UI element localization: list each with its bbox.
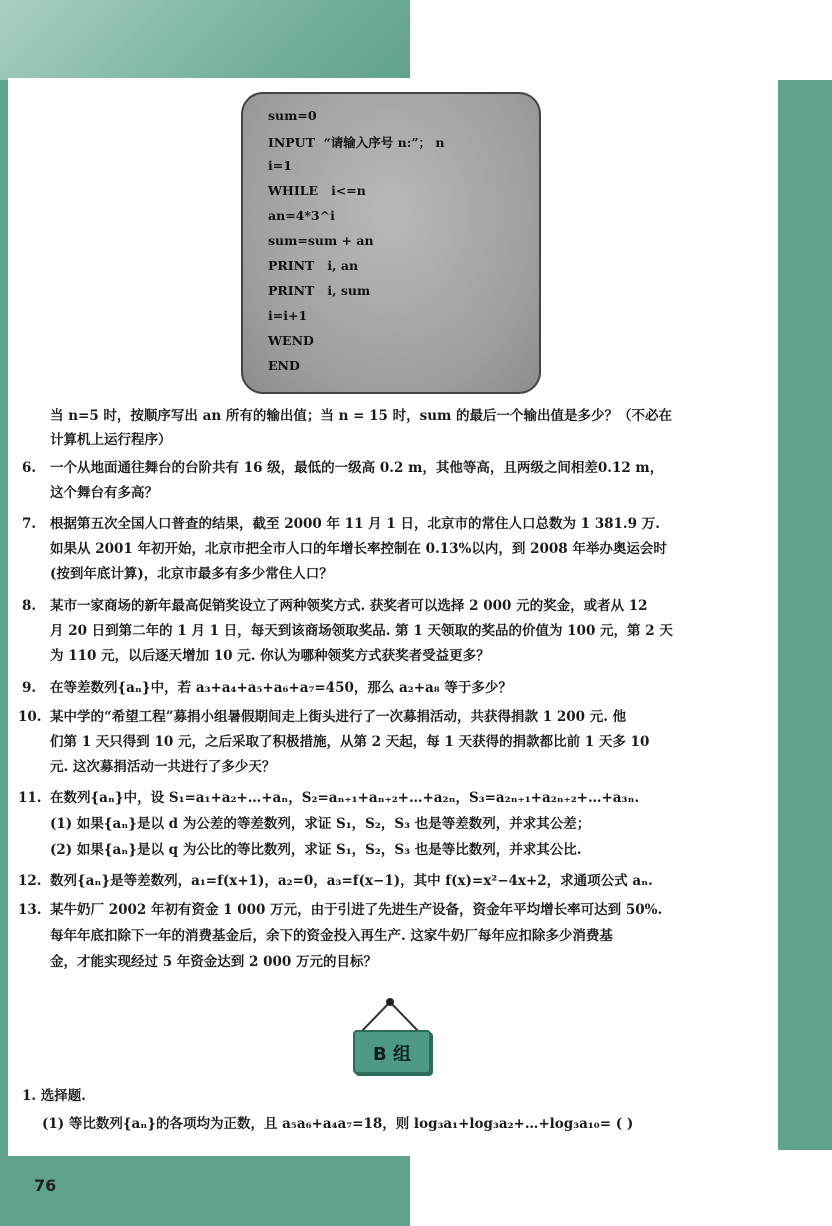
intro-line: 计算机上运行程序） — [50, 432, 172, 448]
problem-text: 每年年底扣除下一年的消费基金后，余下的资金投入再生产. 这家牛奶厂每年应扣除多少消费基 — [50, 928, 613, 944]
problem-text: 根据第五次全国人口普查的结果，截至 2000 年 11 月 1 日，北京市的常住人口总数为 1 381.9 万. — [50, 516, 660, 532]
problem-text: 如果从 2001 年初开始，北京市把全市人口的年增长率控制在 0.13%以内，到 2008 年举办奥运会时 — [50, 541, 667, 557]
code-line: END — [268, 358, 300, 373]
corner-decoration-bottom-right — [410, 1150, 832, 1226]
problem-text: 一个从地面通往舞台的台阶共有 16 级，最低的一级高 0.2 m，其他等高，且两级之间相差0.12 m， — [50, 460, 664, 476]
problem-number: 10. — [18, 709, 42, 725]
problem-text: 数列{aₙ}是等差数列，a₁=f(x+1)，a₂=0，a₃=f(x−1)，其中 f(x)=x²−4x+2，求通项公式 aₙ. — [50, 873, 653, 889]
corner-decoration-top-right — [410, 0, 832, 80]
problem-text: (2) 如果{aₙ}是以 q 为公比的等比数列，求证 S₁，S₂，S₃ 也是等比数列，并求其公比. — [50, 842, 582, 858]
code-line: WHILE i<=n — [268, 183, 366, 198]
problem-text: 们第 1 天只得到 10 元，之后采取了积极措施，从第 2 天起，每 1 天获得的捐款都比前 1 天多 10 — [50, 734, 650, 750]
problem-number: 11. — [18, 790, 42, 806]
group-b-sign — [345, 996, 435, 1084]
problem-text: (1) 如果{aₙ}是以 d 为公差的等差数列，求证 S₁，S₂，S₃ 也是等差数列，并求其公差； — [50, 816, 591, 832]
problem-text: 元. 这次募捐活动一共进行了多少天？ — [50, 759, 276, 775]
page-number: 76 — [34, 1176, 57, 1195]
code-line: sum=0 — [268, 108, 317, 123]
problem-number: 12. — [18, 873, 42, 889]
code-line: PRINT i, sum — [268, 283, 371, 298]
code-line: WEND — [268, 333, 314, 348]
problem-text: 在等差数列{aₙ}中，若 a₃+a₄+a₅+a₆+a₇=450，那么 a₂+a₈ 等于多少？ — [50, 680, 512, 696]
group-label: B 组 — [373, 1044, 411, 1065]
corner-decoration-top-left — [0, 0, 410, 80]
problem-text: 某牛奶厂 2002 年初有资金 1 000 万元，由于引进了先进生产设备，资金年平均增长率可达到 50%. — [50, 902, 663, 918]
code-line: i=i+1 — [268, 308, 308, 323]
problem-text: 月 20 日到第二年的 1 月 1 日，每天到该商场领取奖品. 第 1 天领取的奖品的价值为 100 元，第 2 天 — [50, 623, 673, 639]
problem-text: 某中学的“希望工程”募捐小组暑假期间走上街头进行了一次募捐活动，共获得捐款 1 200 元. 他 — [50, 709, 627, 725]
problem-text: 这个舞台有多高？ — [50, 485, 158, 501]
problem-text: 某市一家商场的新年最高促销奖设立了两种领奖方式. 获奖者可以选择 2 000 元的奖金，或者从 12 — [50, 598, 648, 614]
corner-decoration-bottom-left — [0, 1150, 410, 1226]
problem-text: 为 110 元，以后逐天增加 10 元. 你认为哪种领奖方式获奖者受益更多？ — [50, 648, 490, 664]
problem-number: 9. — [22, 680, 37, 696]
group-b-question-title: 1. 选择题. — [22, 1088, 86, 1104]
problem-number: 8. — [22, 598, 37, 614]
code-line: an=4*3^i — [268, 208, 335, 223]
problem-number: 7. — [22, 516, 37, 532]
code-line: sum=sum + an — [268, 233, 374, 248]
code-line: PRINT i, an — [268, 258, 359, 273]
code-line: INPUT “请输入序号 n:”； n — [268, 135, 445, 150]
problem-text: 金，才能实现经过 5 年资金达到 2 000 万元的目标？ — [50, 954, 377, 970]
problem-text: 在数列{aₙ}中，设 S₁=a₁+a₂+…+aₙ，S₂=aₙ₊₁+aₙ₊₂+…+a₂ₙ，S₃=a₂ₙ₊₁+a₂ₙ₊₂+…+a₃ₙ. — [50, 790, 640, 806]
code-line: i=1 — [268, 158, 292, 173]
code-listing-box — [241, 92, 541, 394]
sign-board — [353, 1030, 431, 1074]
problem-number: 6. — [22, 460, 37, 476]
intro-line: 当 n=5 时，按顺序写出 an 所有的输出值；当 n = 15 时，sum 的最后一个输出值是多少？（不必在 — [50, 408, 672, 424]
group-b-question-text: (1) 等比数列{aₙ}的各项均为正数，且 a₅a₆+a₄a₇=18，则 log₃a₁+log₃a₂+…+log₃a₁₀= ( ) — [42, 1116, 634, 1132]
textbook-page — [8, 78, 778, 1156]
problem-number: 13. — [18, 902, 42, 918]
problem-text: (按到年底计算)，北京市最多有多少常住人口？ — [50, 566, 333, 582]
